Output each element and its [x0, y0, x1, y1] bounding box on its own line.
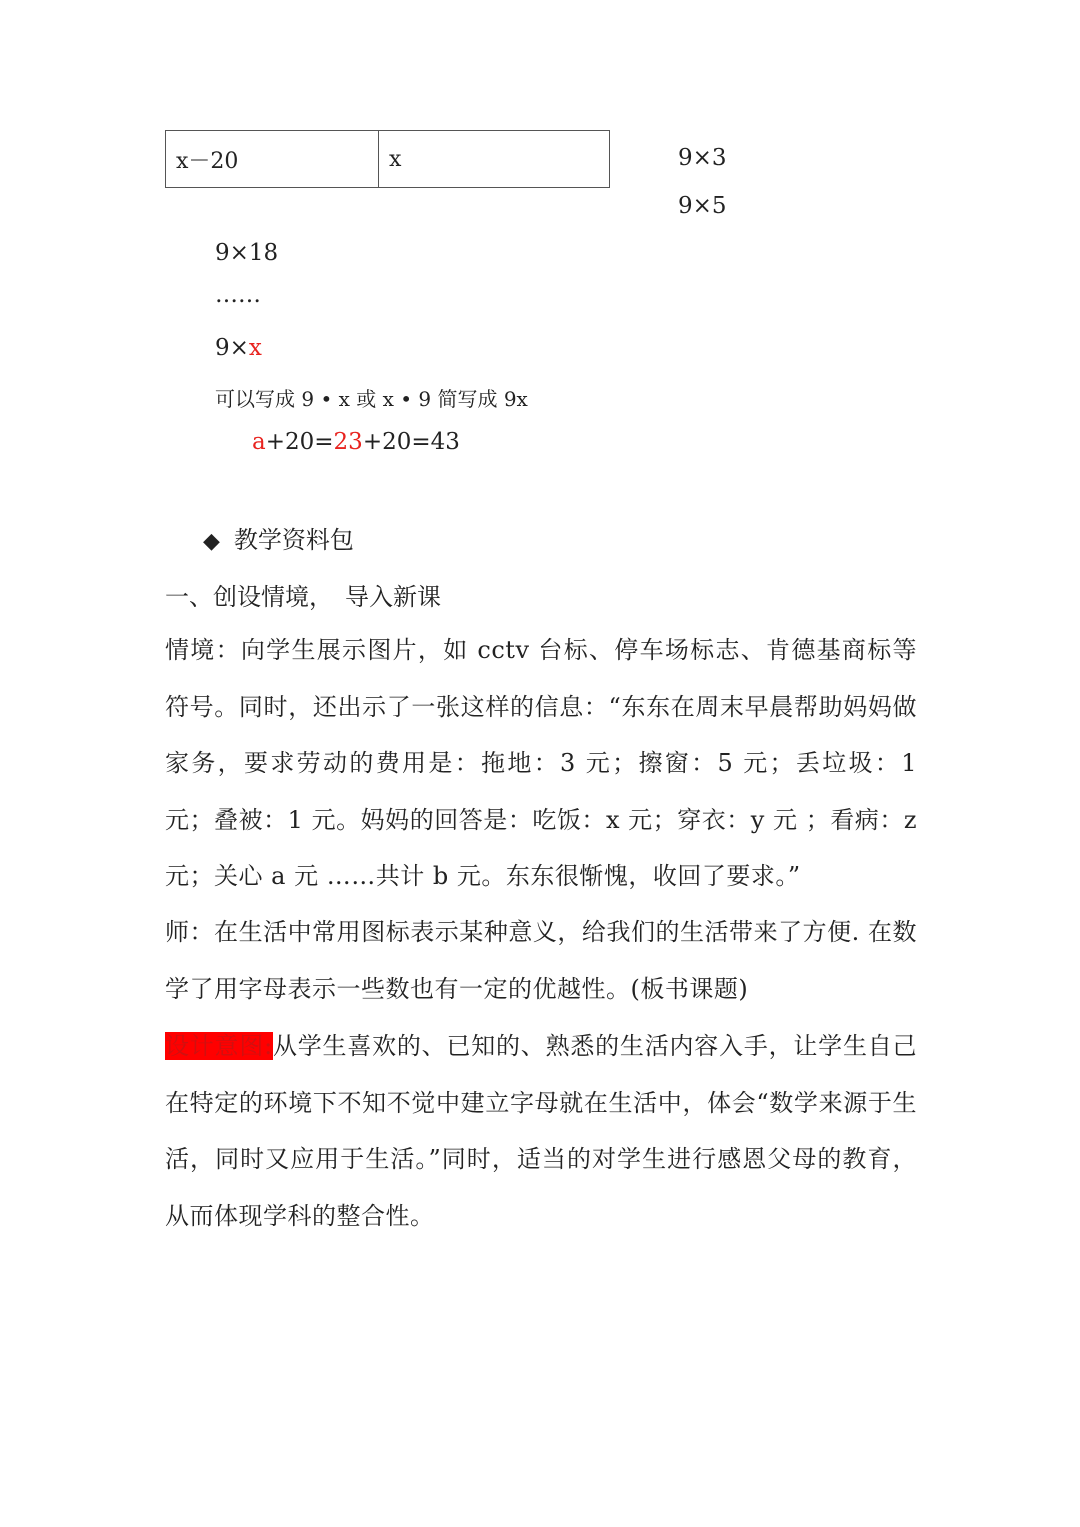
ellipsis: …… — [215, 282, 261, 308]
scenario-paragraph: 情境：向学生展示图片，如 cctv 台标、停车场标志、肯德基商标等符号。同时，还出示了一张这样的信息：“东东在周末早晨帮助妈妈做家务，要求劳动的费用是：拖地：3 元；擦窗：5 元；丢垃圾：1 元；叠被：1 元。妈妈的回答是：吃饭：x 元；穿衣：y 元 ；看病：z 元；关心 a 元 ……共计 b 元。东东很惭愧，收回了要求。” — [165, 636, 917, 891]
subsection-heading: 一、创设情境， 导入新课 — [165, 583, 441, 611]
table-row — [166, 131, 610, 188]
equation-part-2: +20=43 — [362, 429, 460, 455]
table-cell-variable: x — [379, 131, 610, 188]
diamond-bullet-icon: ◆ — [203, 529, 220, 554]
variable-a: a — [252, 429, 266, 455]
expression-table — [165, 130, 610, 188]
substituted-value: 23 — [333, 429, 363, 455]
design-intent-label: 设计意图: — [165, 1032, 273, 1060]
design-intent-paragraph — [165, 1018, 917, 1244]
left-list-item-1: 9×18 — [215, 240, 279, 266]
variable-x: x — [248, 335, 262, 361]
section-title: 教学资料包 — [233, 526, 354, 554]
section-heading — [203, 520, 354, 555]
teacher-paragraph: 师：在生活中常用图标表示某种意义，给我们的生活带来了方便. 在数学了用字母表示一些数也有一定的优越性。(板书课题) — [165, 918, 917, 1003]
right-list-item-1: 9×3 — [678, 145, 727, 171]
substitution-equation — [252, 429, 460, 455]
equation-part-1: +20= — [265, 429, 334, 455]
right-list-item-2: 9×5 — [678, 193, 727, 219]
table-cell-expression: x－20 — [166, 131, 379, 188]
notation-note: 可以写成 9 • x 或 x • 9 简写成 9x — [215, 387, 528, 411]
multiply-prefix: 9× — [215, 335, 249, 361]
left-list-item-3 — [215, 335, 262, 361]
design-intent-text: 从学生喜欢的、已知的、熟悉的生活内容入手，让学生自己在特定的环境下不知不觉中建立字母就在生活中，体会“数学来源于生活，同时又应用于生活。”同时，适当的对学生进行感恩父母的教育，从而体现学科的整合性。 — [165, 1032, 918, 1230]
